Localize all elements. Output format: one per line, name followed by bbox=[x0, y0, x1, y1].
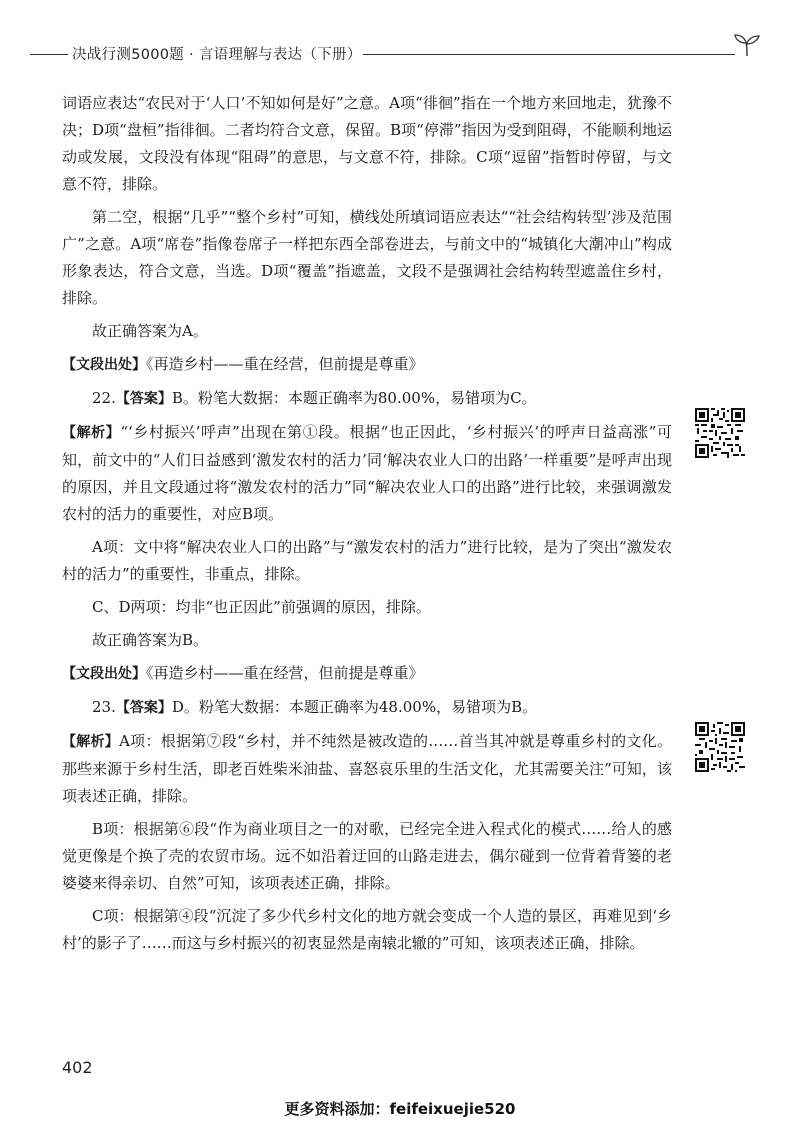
source-text: 《再造乡村——重在经营，但前提是尊重》 bbox=[146, 355, 424, 373]
answer-line: 故正确答案为A。 bbox=[92, 322, 208, 340]
page-header bbox=[0, 38, 800, 68]
paragraph: A项：文中将“解决农业人口的出路”与“激发农村的活力”进行比较，是为了突出“激发农村的活力”的重要性，非重点，排除。 bbox=[62, 538, 672, 583]
qr-code-icon[interactable] bbox=[695, 408, 745, 458]
answer-tag: 【答案】 bbox=[115, 391, 172, 407]
qr-code-icon[interactable] bbox=[695, 722, 745, 772]
answer-tag: 【答案】 bbox=[115, 700, 172, 716]
analysis-tag: 【解析】 bbox=[62, 734, 120, 750]
question-number: 23. bbox=[92, 698, 116, 716]
answer-line: 故正确答案为B。 bbox=[92, 631, 209, 649]
contact-watermark: 更多资料添加：feifeixuejie520 bbox=[284, 1100, 516, 1118]
analysis-text: “‘乡村振兴’呼声”出现在第①段。根据“也正因此，‘乡村振兴’的呼声日益高涨”可知，前文中的“人们日益感到‘激发农村的活力’同‘解决农业人口的出路’一样重要”是呼声出现的原因，并且文段通过将“激发农村的活力”同“解决农业人口的出路”进行比较，来强调激发农村的活力的重要性，对应B项。 bbox=[62, 423, 673, 523]
question-23-analysis bbox=[62, 728, 672, 810]
question-23-answer bbox=[62, 694, 672, 722]
paragraph: C、D两项：均非“也正因此”前强调的原因，排除。 bbox=[92, 598, 431, 616]
answer-text: D。粉笔大数据：本题正确率为48.00%，易错项为B。 bbox=[171, 698, 538, 716]
source-tag: 【文段出处】 bbox=[62, 357, 146, 373]
question-22-analysis bbox=[62, 419, 672, 528]
paragraph: 词语应表达“农民对于‘人口’不知如何是好”之意。A项“徘徊”指在一个地方来回地走，犹豫不决；D项“盘桓”指徘徊。二者均符合文意，保留。B项“停滞”指因为受到阻碍，不能顺利地运动或发展，文段没有体现“阻碍”的意思，与文意不符，排除。C项“逗留”指暂时停留，与文意不符，排除。 bbox=[62, 94, 672, 193]
book-title: 决战行测5000题 · 言语理解与表达（下册） bbox=[72, 47, 362, 63]
source-line bbox=[62, 660, 672, 688]
header-rule-left bbox=[30, 54, 68, 55]
paragraph: 第二空，根据“几乎”“整个乡村”可知，横线处所填词语应表达““社会结构转型’涉及范围广”之意。A项“席卷”指像卷席子一样把东西全部卷进去，与前文中的“城镇化大潮冲山”构成形象表达，符合文意，当选。D项“覆盖”指遮盖，文段不是强调社会结构转型遮盖住乡村，排除。 bbox=[62, 208, 672, 307]
sprout-icon bbox=[732, 32, 762, 58]
source-text: 《再造乡村——重在经营，但前提是尊重》 bbox=[146, 664, 424, 682]
answer-explanations bbox=[62, 90, 672, 957]
header-rule-right bbox=[363, 54, 735, 55]
question-number: 22. bbox=[92, 389, 116, 407]
paragraph: C项：根据第④段“沉淀了多少代乡村文化的地方就会变成一个人造的景区，再难见到‘乡村’的影子了……而这与乡村振兴的初衷显然是南辕北辙的”可知，该项表述正确，排除。 bbox=[62, 907, 672, 952]
question-22-answer bbox=[62, 385, 672, 413]
analysis-text: A项：根据第⑦段“乡村，并不纯然是被改造的……首当其冲就是尊重乡村的文化。那些来源于乡村生活，即老百姓柴米油盐、喜怒哀乐里的生活文化，尤其需要关注”可知，该项表述正确，排除。 bbox=[62, 732, 672, 805]
page-number: 402 bbox=[62, 1058, 93, 1077]
source-tag: 【文段出处】 bbox=[62, 666, 146, 682]
answer-text: B。粉笔大数据：本题正确率为80.00%，易错项为C。 bbox=[171, 389, 537, 407]
paragraph: B项：根据第⑥段“作为商业项目之一的对歌，已经完全进入程式化的模式……给人的感觉更像是个换了壳的农贸市场。远不如沿着迂回的山路走进去，偶尔碰到一位背着背篓的老婆婆来得亲切、自然”可知，该项表述正确，排除。 bbox=[62, 820, 672, 892]
analysis-tag: 【解析】 bbox=[62, 425, 121, 441]
source-line bbox=[62, 351, 672, 379]
